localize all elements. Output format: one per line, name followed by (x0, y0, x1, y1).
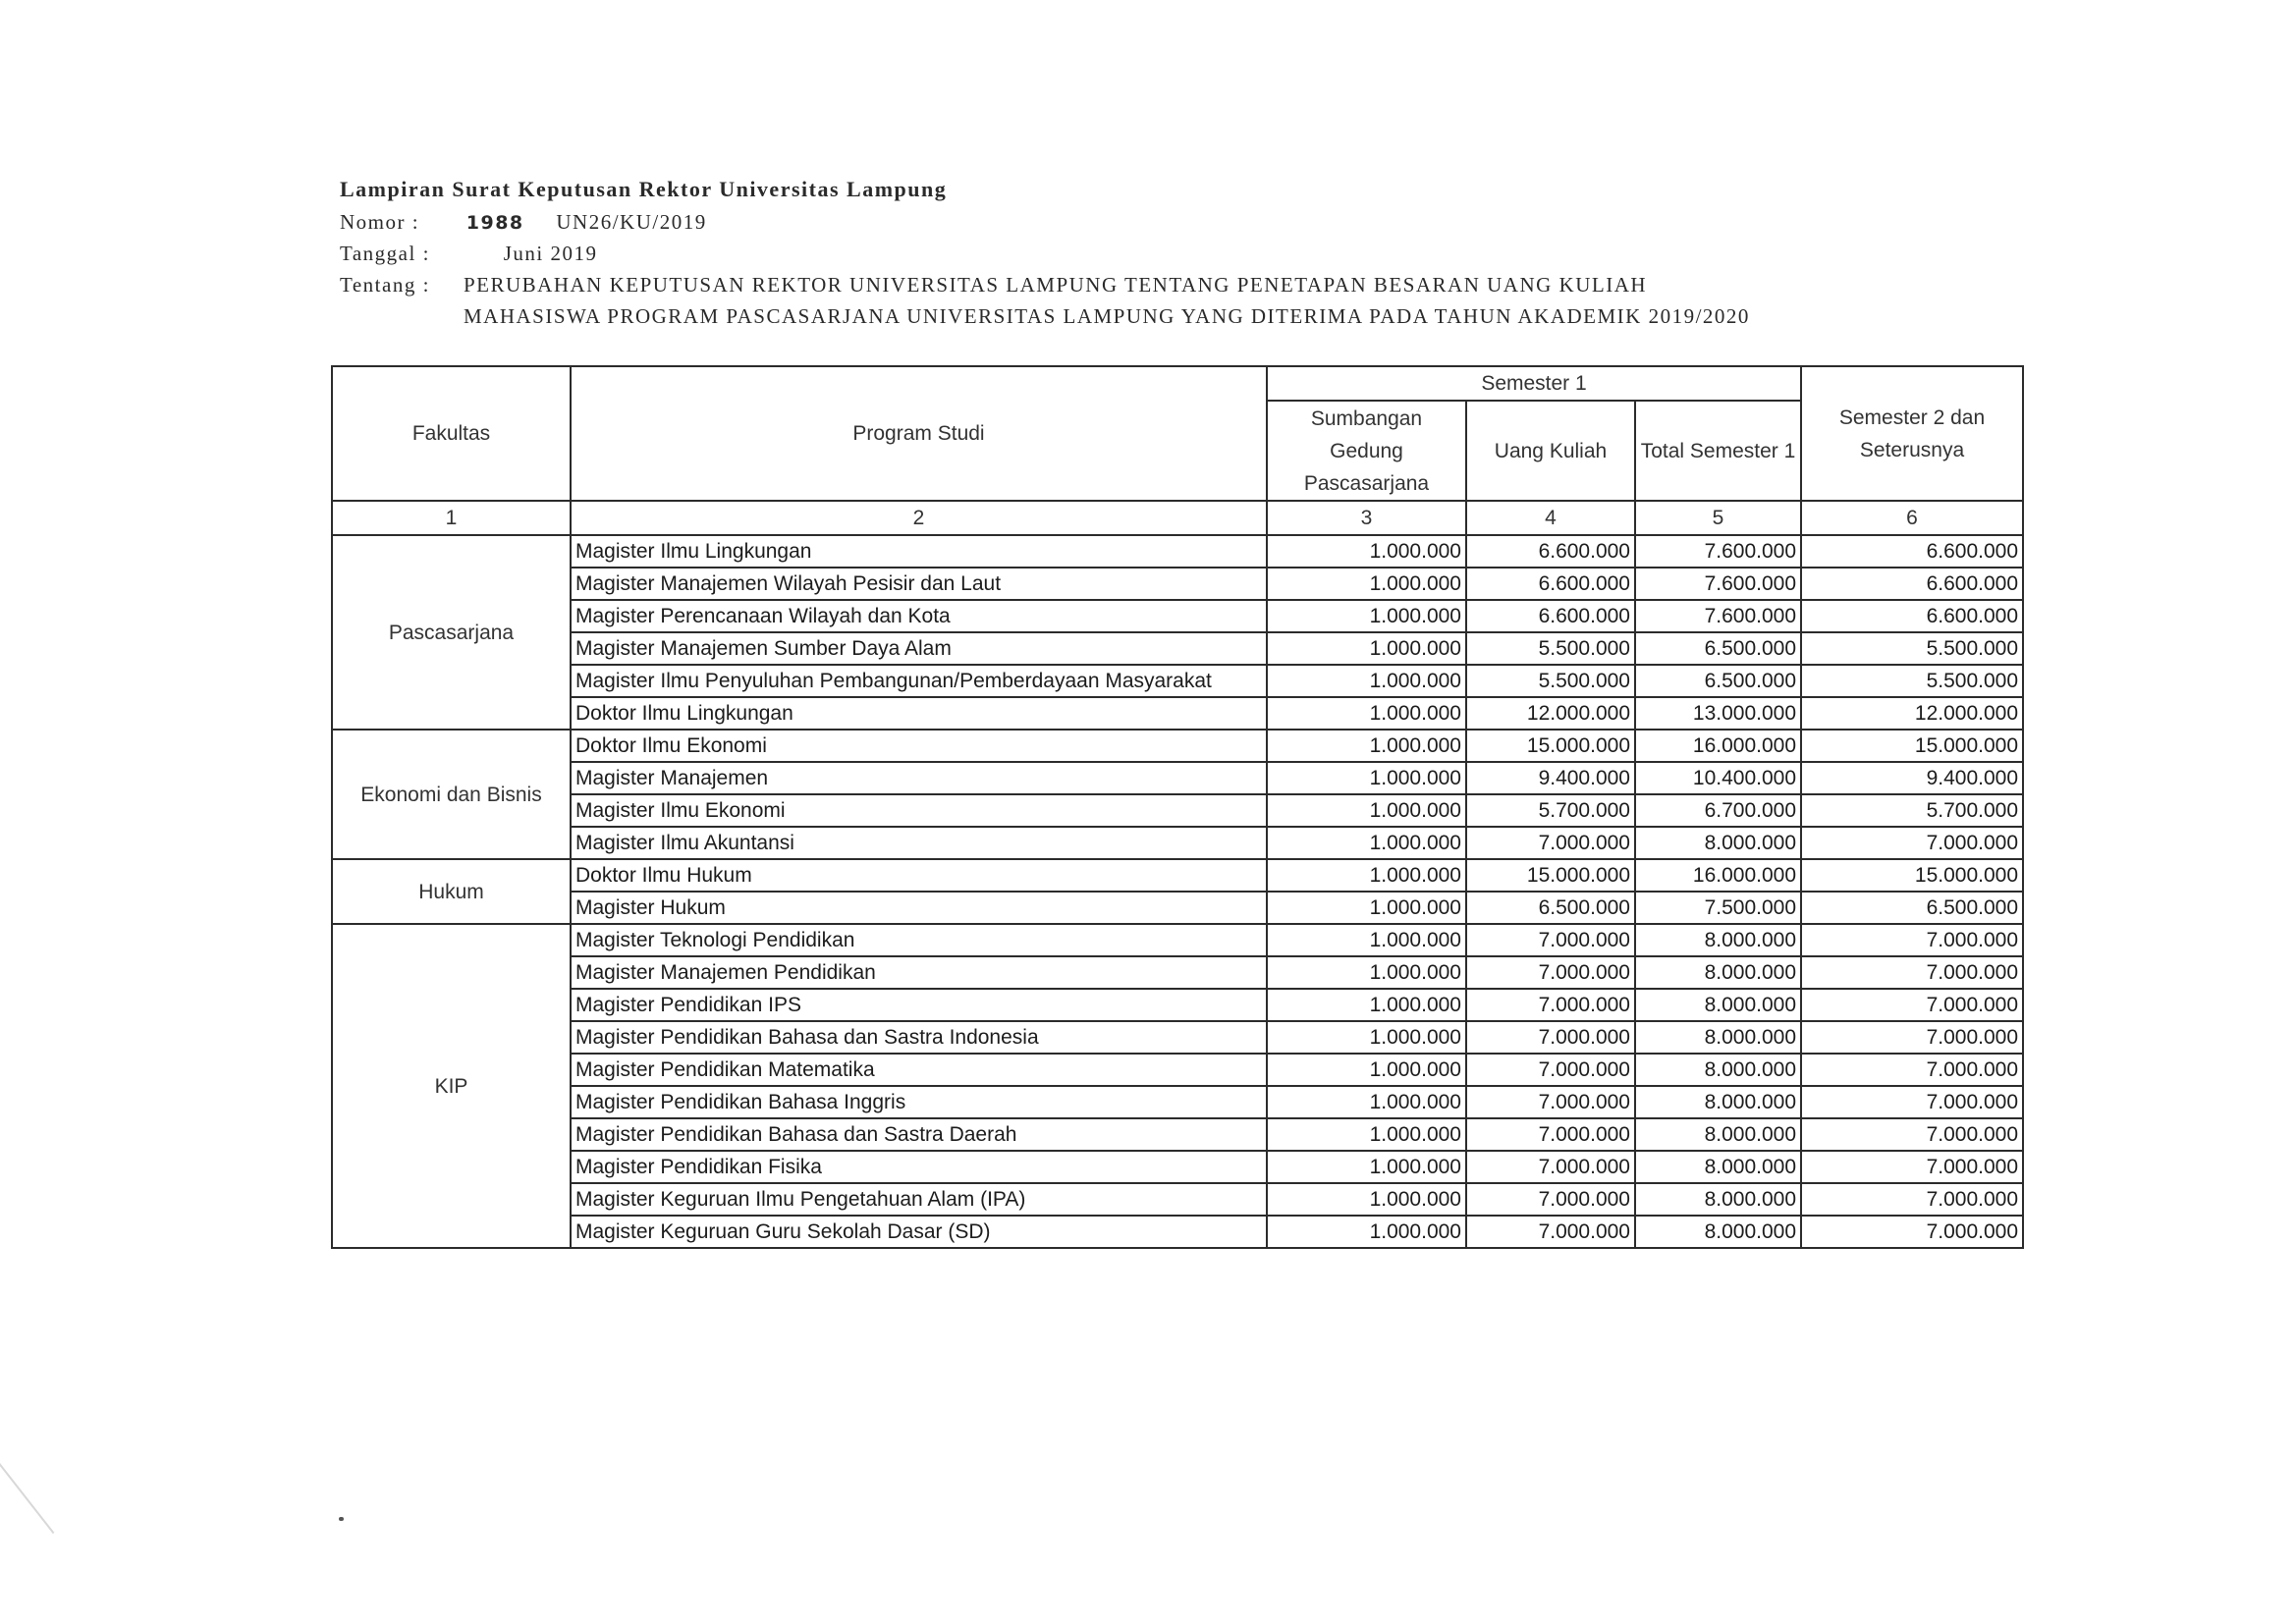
sumbangan-cell: 1.000.000 (1267, 1021, 1466, 1054)
total-semester-1-cell: 6.700.000 (1635, 794, 1801, 827)
sumbangan-cell: 1.000.000 (1267, 989, 1466, 1021)
semester-2-cell: 15.000.000 (1801, 730, 2023, 762)
semester-2-cell: 7.000.000 (1801, 827, 2023, 859)
total-semester-1-cell: 8.000.000 (1635, 956, 1801, 989)
total-semester-1-cell: 8.000.000 (1635, 1216, 1801, 1248)
semester-2-cell: 7.000.000 (1801, 1054, 2023, 1086)
total-semester-1-cell: 7.500.000 (1635, 892, 1801, 924)
program-studi-cell: Magister Pendidikan Bahasa dan Sastra Daerah (571, 1118, 1267, 1151)
program-studi-cell: Magister Pendidikan Matematika (571, 1054, 1267, 1086)
program-studi-cell: Magister Keguruan Ilmu Pengetahuan Alam (IPA) (571, 1183, 1267, 1216)
column-number: 3 (1267, 501, 1466, 535)
nomor-label: Nomor : (340, 210, 420, 234)
fakultas-cell: Ekonomi dan Bisnis (332, 730, 571, 859)
sumbangan-cell: 1.000.000 (1267, 1183, 1466, 1216)
table-row (332, 794, 2023, 827)
sumbangan-cell: 1.000.000 (1267, 859, 1466, 892)
uang-kuliah-cell: 15.000.000 (1466, 859, 1635, 892)
program-studi-cell: Magister Manajemen (571, 762, 1267, 794)
column-number: 2 (571, 501, 1267, 535)
semester-2-cell: 7.000.000 (1801, 956, 2023, 989)
total-semester-1-cell: 8.000.000 (1635, 827, 1801, 859)
header-semester-2: Semester 2 dan Seterusnya (1801, 366, 2023, 501)
header-fakultas: Fakultas (332, 366, 571, 501)
total-semester-1-cell: 8.000.000 (1635, 1183, 1801, 1216)
tentang-line-2: MAHASISWA PROGRAM PASCASARJANA UNIVERSITAS LAMPUNG YANG DITERIMA PADA TAHUN AKADEMIK 2019/2020 (464, 304, 1750, 328)
nomor-value: UN26/KU/2019 (556, 210, 707, 234)
uang-kuliah-cell: 5.700.000 (1466, 794, 1635, 827)
scan-dot (339, 1517, 344, 1521)
semester-2-cell: 6.600.000 (1801, 568, 2023, 600)
uang-kuliah-cell: 9.400.000 (1466, 762, 1635, 794)
sumbangan-cell: 1.000.000 (1267, 632, 1466, 665)
table-row (332, 665, 2023, 697)
program-studi-cell: Magister Ilmu Ekonomi (571, 794, 1267, 827)
uang-kuliah-cell: 7.000.000 (1466, 956, 1635, 989)
total-semester-1-cell: 8.000.000 (1635, 1054, 1801, 1086)
total-semester-1-cell: 6.500.000 (1635, 632, 1801, 665)
sumbangan-cell: 1.000.000 (1267, 730, 1466, 762)
tanggal-label: Tanggal : (340, 242, 430, 265)
column-number: 1 (332, 501, 571, 535)
table-row (332, 827, 2023, 859)
table-row (332, 892, 2023, 924)
header-total: Total Semester 1 (1635, 401, 1801, 501)
semester-2-cell: 6.600.000 (1801, 600, 2023, 632)
table-row (332, 730, 2023, 762)
sumbangan-cell: 1.000.000 (1267, 535, 1466, 568)
program-studi-cell: Doktor Ilmu Hukum (571, 859, 1267, 892)
tentang-subject (464, 269, 1995, 332)
total-semester-1-cell: 7.600.000 (1635, 535, 1801, 568)
semester-2-cell: 6.500.000 (1801, 892, 2023, 924)
table-row (332, 956, 2023, 989)
program-studi-cell: Doktor Ilmu Ekonomi (571, 730, 1267, 762)
semester-2-cell: 6.600.000 (1801, 535, 2023, 568)
tanggal-line (340, 238, 2009, 269)
total-semester-1-cell: 8.000.000 (1635, 924, 1801, 956)
program-studi-cell: Magister Perencanaan Wilayah dan Kota (571, 600, 1267, 632)
sumbangan-cell: 1.000.000 (1267, 697, 1466, 730)
table-row (332, 924, 2023, 956)
table-row (332, 1183, 2023, 1216)
table-row (332, 632, 2023, 665)
tanggal-value: Juni 2019 (503, 242, 598, 265)
table-row (332, 1086, 2023, 1118)
uang-kuliah-cell: 7.000.000 (1466, 1118, 1635, 1151)
semester-2-cell: 7.000.000 (1801, 1118, 2023, 1151)
fakultas-cell: Hukum (332, 859, 571, 924)
sumbangan-cell: 1.000.000 (1267, 892, 1466, 924)
semester-2-cell: 5.500.000 (1801, 665, 2023, 697)
program-studi-cell: Magister Ilmu Lingkungan (571, 535, 1267, 568)
table-row (332, 600, 2023, 632)
nomor-handwritten: 1988 (465, 212, 524, 234)
semester-2-cell: 7.000.000 (1801, 1216, 2023, 1248)
semester-2-cell: 7.000.000 (1801, 989, 2023, 1021)
total-semester-1-cell: 8.000.000 (1635, 1151, 1801, 1183)
uang-kuliah-cell: 6.600.000 (1466, 535, 1635, 568)
total-semester-1-cell: 16.000.000 (1635, 859, 1801, 892)
sumbangan-cell: 1.000.000 (1267, 956, 1466, 989)
program-studi-cell: Magister Ilmu Akuntansi (571, 827, 1267, 859)
sumbangan-cell: 1.000.000 (1267, 665, 1466, 697)
total-semester-1-cell: 7.600.000 (1635, 568, 1801, 600)
uang-kuliah-cell: 7.000.000 (1466, 1151, 1635, 1183)
uang-kuliah-cell: 7.000.000 (1466, 1021, 1635, 1054)
uang-kuliah-cell: 6.600.000 (1466, 600, 1635, 632)
column-number: 6 (1801, 501, 2023, 535)
total-semester-1-cell: 8.000.000 (1635, 1021, 1801, 1054)
total-semester-1-cell: 10.400.000 (1635, 762, 1801, 794)
table-row (332, 535, 2023, 568)
semester-2-cell: 15.000.000 (1801, 859, 2023, 892)
semester-2-cell: 7.000.000 (1801, 1086, 2023, 1118)
uang-kuliah-cell: 5.500.000 (1466, 632, 1635, 665)
semester-2-cell: 5.700.000 (1801, 794, 2023, 827)
uang-kuliah-cell: 12.000.000 (1466, 697, 1635, 730)
table-row (332, 1216, 2023, 1248)
table-row (332, 1118, 2023, 1151)
program-studi-cell: Magister Hukum (571, 892, 1267, 924)
uang-kuliah-cell: 7.000.000 (1466, 1183, 1635, 1216)
table-row (332, 1021, 2023, 1054)
uang-kuliah-cell: 6.600.000 (1466, 568, 1635, 600)
sumbangan-cell: 1.000.000 (1267, 1151, 1466, 1183)
header-program-studi: Program Studi (571, 366, 1267, 501)
total-semester-1-cell: 13.000.000 (1635, 697, 1801, 730)
fee-table-head (332, 366, 2023, 535)
uang-kuliah-cell: 6.500.000 (1466, 892, 1635, 924)
scan-edge-mark (0, 1463, 54, 1534)
sumbangan-cell: 1.000.000 (1267, 568, 1466, 600)
semester-2-cell: 7.000.000 (1801, 1021, 2023, 1054)
sumbangan-cell: 1.000.000 (1267, 1054, 1466, 1086)
table-row (332, 568, 2023, 600)
uang-kuliah-cell: 7.000.000 (1466, 924, 1635, 956)
nomor-line (340, 206, 2009, 238)
semester-2-cell: 12.000.000 (1801, 697, 2023, 730)
uang-kuliah-cell: 7.000.000 (1466, 1054, 1635, 1086)
uang-kuliah-cell: 7.000.000 (1466, 1086, 1635, 1118)
total-semester-1-cell: 8.000.000 (1635, 1086, 1801, 1118)
column-number: 5 (1635, 501, 1801, 535)
header-sumbangan: Sumbangan Gedung Pascasarjana (1267, 401, 1466, 501)
header-semester-1: Semester 1 (1267, 366, 1801, 401)
uang-kuliah-cell: 7.000.000 (1466, 989, 1635, 1021)
sumbangan-cell: 1.000.000 (1267, 1086, 1466, 1118)
semester-2-cell: 7.000.000 (1801, 924, 2023, 956)
total-semester-1-cell: 8.000.000 (1635, 1118, 1801, 1151)
total-semester-1-cell: 6.500.000 (1635, 665, 1801, 697)
sumbangan-cell: 1.000.000 (1267, 827, 1466, 859)
header-uang-kuliah: Uang Kuliah (1466, 401, 1635, 501)
program-studi-cell: Magister Manajemen Wilayah Pesisir dan Laut (571, 568, 1267, 600)
uang-kuliah-cell: 7.000.000 (1466, 1216, 1635, 1248)
sumbangan-cell: 1.000.000 (1267, 762, 1466, 794)
semester-2-cell: 5.500.000 (1801, 632, 2023, 665)
sumbangan-cell: 1.000.000 (1267, 1216, 1466, 1248)
sumbangan-cell: 1.000.000 (1267, 924, 1466, 956)
tentang-label: Tentang : (340, 273, 430, 297)
semester-2-cell: 7.000.000 (1801, 1183, 2023, 1216)
program-studi-cell: Doktor Ilmu Lingkungan (571, 697, 1267, 730)
fakultas-cell: Pascasarjana (332, 535, 571, 730)
table-row (332, 859, 2023, 892)
tentang-line-1: PERUBAHAN KEPUTUSAN REKTOR UNIVERSITAS LAMPUNG TENTANG PENETAPAN BESARAN UANG KULIAH (464, 273, 1648, 297)
program-studi-cell: Magister Pendidikan Fisika (571, 1151, 1267, 1183)
program-studi-cell: Magister Pendidikan IPS (571, 989, 1267, 1021)
document-title: Lampiran Surat Keputusan Rektor Universitas Lampung (340, 177, 948, 201)
total-semester-1-cell: 7.600.000 (1635, 600, 1801, 632)
program-studi-cell: Magister Pendidikan Bahasa Inggris (571, 1086, 1267, 1118)
column-number: 4 (1466, 501, 1635, 535)
total-semester-1-cell: 8.000.000 (1635, 989, 1801, 1021)
program-studi-cell: Magister Ilmu Penyuluhan Pembangunan/Pemberdayaan Masyarakat (571, 665, 1267, 697)
sumbangan-cell: 1.000.000 (1267, 600, 1466, 632)
header-row-1 (332, 366, 2023, 401)
semester-2-cell: 9.400.000 (1801, 762, 2023, 794)
table-row (332, 1151, 2023, 1183)
table-row (332, 1054, 2023, 1086)
fakultas-cell: KIP (332, 924, 571, 1248)
program-studi-cell: Magister Manajemen Pendidikan (571, 956, 1267, 989)
program-studi-cell: Magister Keguruan Guru Sekolah Dasar (SD) (571, 1216, 1267, 1248)
table-row (332, 697, 2023, 730)
document-header (340, 173, 2009, 332)
sumbangan-cell: 1.000.000 (1267, 1118, 1466, 1151)
uang-kuliah-cell: 7.000.000 (1466, 827, 1635, 859)
table-row (332, 762, 2023, 794)
tentang-line (340, 269, 2009, 332)
uang-kuliah-cell: 15.000.000 (1466, 730, 1635, 762)
fee-table (331, 365, 2024, 1249)
column-number-row (332, 501, 2023, 535)
semester-2-cell: 7.000.000 (1801, 1151, 2023, 1183)
sumbangan-cell: 1.000.000 (1267, 794, 1466, 827)
fee-table-body (332, 535, 2023, 1248)
program-studi-cell: Magister Pendidikan Bahasa dan Sastra Indonesia (571, 1021, 1267, 1054)
uang-kuliah-cell: 5.500.000 (1466, 665, 1635, 697)
program-studi-cell: Magister Manajemen Sumber Daya Alam (571, 632, 1267, 665)
table-row (332, 989, 2023, 1021)
total-semester-1-cell: 16.000.000 (1635, 730, 1801, 762)
program-studi-cell: Magister Teknologi Pendidikan (571, 924, 1267, 956)
